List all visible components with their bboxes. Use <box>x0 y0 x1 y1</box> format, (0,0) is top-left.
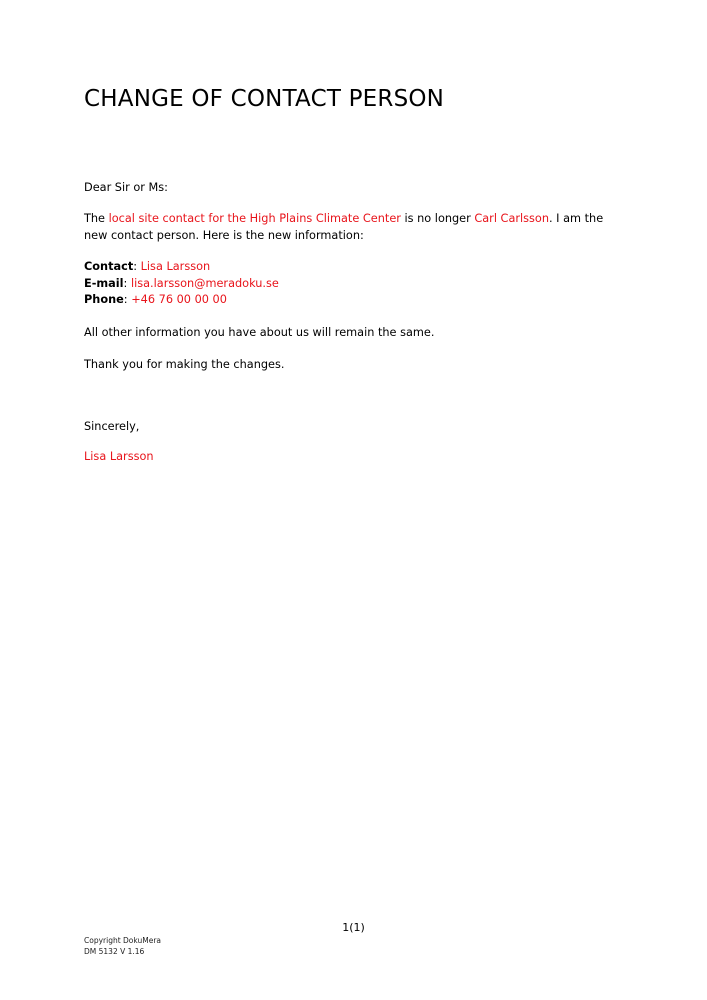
phone-value: +46 76 00 00 00 <box>131 293 227 306</box>
contact-line <box>84 259 624 276</box>
greeting: Dear Sir or Ms: <box>84 181 168 194</box>
email-separator: : <box>123 276 131 290</box>
intro-text-2: is no longer <box>400 212 475 225</box>
contact-separator: : <box>133 260 141 273</box>
email-line <box>84 276 624 293</box>
footer-copyright: Copyright DokuMera <box>84 936 162 945</box>
other-info-paragraph: All other information you have about us will remain the same. <box>84 326 435 339</box>
document-title: CHANGE OF CONTACT PERSON <box>84 86 445 112</box>
phone-label: Phone <box>84 293 124 306</box>
contact-info-block <box>84 259 624 309</box>
intro-text-1: The <box>84 212 109 225</box>
phone-line <box>84 292 624 309</box>
footer <box>84 935 161 957</box>
page-number: 1(1) <box>342 921 365 934</box>
role-field: local site contact for the High Plains Climate Center <box>108 212 401 225</box>
previous-contact-field: Carl Carlsson <box>474 212 549 225</box>
phone-separator: : <box>123 293 132 306</box>
contact-value: Lisa Larsson <box>140 260 211 273</box>
closing: Sincerely, <box>84 420 140 433</box>
footer-doc-id: DM 5132 V 1.16 <box>84 947 145 956</box>
contact-label: Contact <box>84 260 134 273</box>
email-label: E-mail <box>84 276 124 290</box>
email-value: lisa.larsson@meradoku.se <box>130 276 279 290</box>
signature: Lisa Larsson <box>84 450 154 463</box>
intro-text-3: . I am the new contact person. Here is the new information: <box>84 212 604 242</box>
intro-paragraph <box>84 211 624 244</box>
thanks-paragraph: Thank you for making the changes. <box>84 358 285 371</box>
